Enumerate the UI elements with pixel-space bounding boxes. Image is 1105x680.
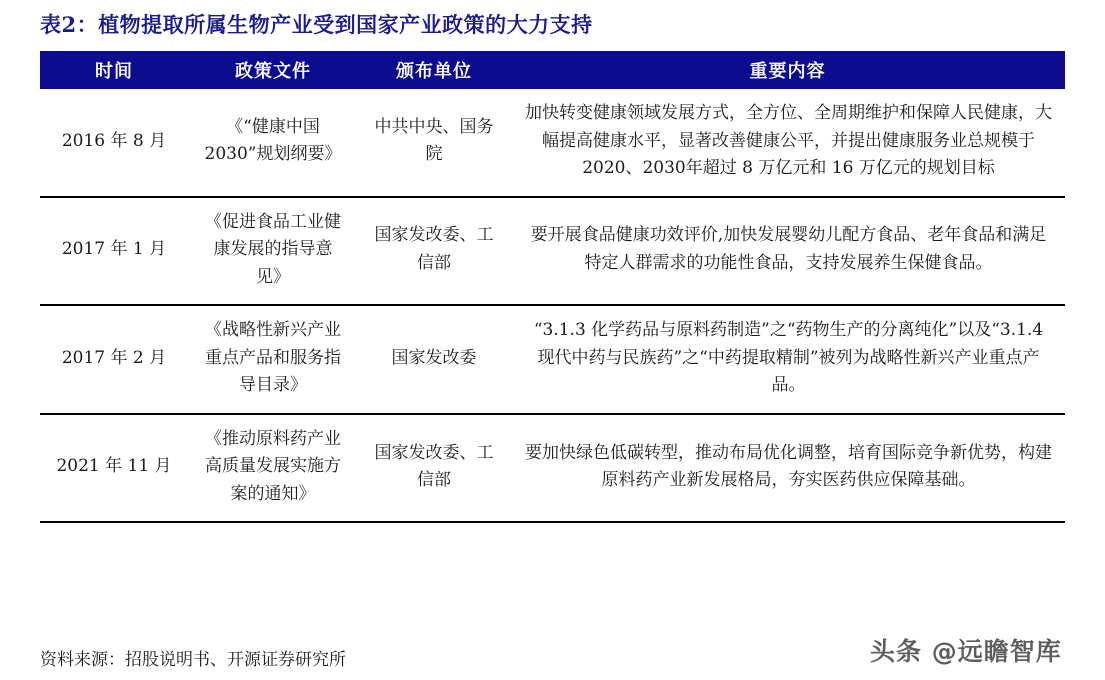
- page-title: 表2：植物提取所属生物产业受到国家产业政策的大力支持: [40, 12, 593, 37]
- table-header-row: [40, 51, 1065, 89]
- cell-document: 《促进食品工业健康发展的指导意见》: [188, 197, 358, 306]
- cell-issuer: 国家发改委、工信部: [358, 414, 510, 523]
- column-header-issuer: 颁布单位: [358, 51, 510, 89]
- column-header-content: 重要内容: [510, 51, 1065, 89]
- cell-time: 2017 年 1 月: [40, 197, 188, 306]
- cell-document: 《“健康中国2030”规划纲要》: [204, 116, 342, 165]
- cell-issuer: 中共中央、国务院: [374, 116, 494, 165]
- table-row: [40, 414, 1065, 523]
- source-note: 资料来源：招股说明书、开源证券研究所: [40, 650, 346, 670]
- cell-document: 《推动原料药产业高质量发展实施方案的通知》: [188, 414, 358, 523]
- cell-content: “3.1.3 化学药品与原料药制造”之“药物生产的分离纯化”以及“3.1.4 现代中药与民族药”之“中药提取精制”被列为战略性新兴产业重点产品。: [510, 305, 1065, 414]
- table-row: [40, 305, 1065, 414]
- cell-time: 2016 年 8 月: [61, 130, 167, 151]
- cell-issuer: 国家发改委: [358, 305, 510, 414]
- cell-document: 《战略性新兴产业重点产品和服务指导目录》: [188, 305, 358, 414]
- column-header-document: 政策文件: [188, 51, 358, 89]
- policy-table: [40, 51, 1065, 523]
- cell-content: 要加快绿色低碳转型，推动布局优化调整，培育国际竞争新优势，构建原料药产业新发展格局，夯实医药供应保障基础。: [510, 414, 1065, 523]
- cell-time: 2017 年 2 月: [40, 305, 188, 414]
- cell-time: 2021 年 11 月: [40, 414, 188, 523]
- table-row: [40, 89, 1065, 197]
- cell-issuer: 国家发改委、工信部: [358, 197, 510, 306]
- table-header: [40, 51, 1065, 89]
- watermark: 头条 @远瞻智库: [870, 637, 1062, 666]
- table-body: [40, 89, 1065, 522]
- cell-content: 要开展食品健康功效评价,加快发展婴幼儿配方食品、老年食品和满足特定人群需求的功能性食品，支持发展养生保健食品。: [510, 197, 1065, 306]
- cell-content: 加快转变健康领域发展方式，全方位、全周期维护和保障人民健康，大幅提高健康水平，显著改善健康公平，并提出健康服务业总规模于2020、2030年超过 8 万亿元和 16 万亿元的规划目标: [525, 103, 1052, 179]
- column-header-time: 时间: [40, 51, 188, 89]
- table-row: [40, 197, 1065, 306]
